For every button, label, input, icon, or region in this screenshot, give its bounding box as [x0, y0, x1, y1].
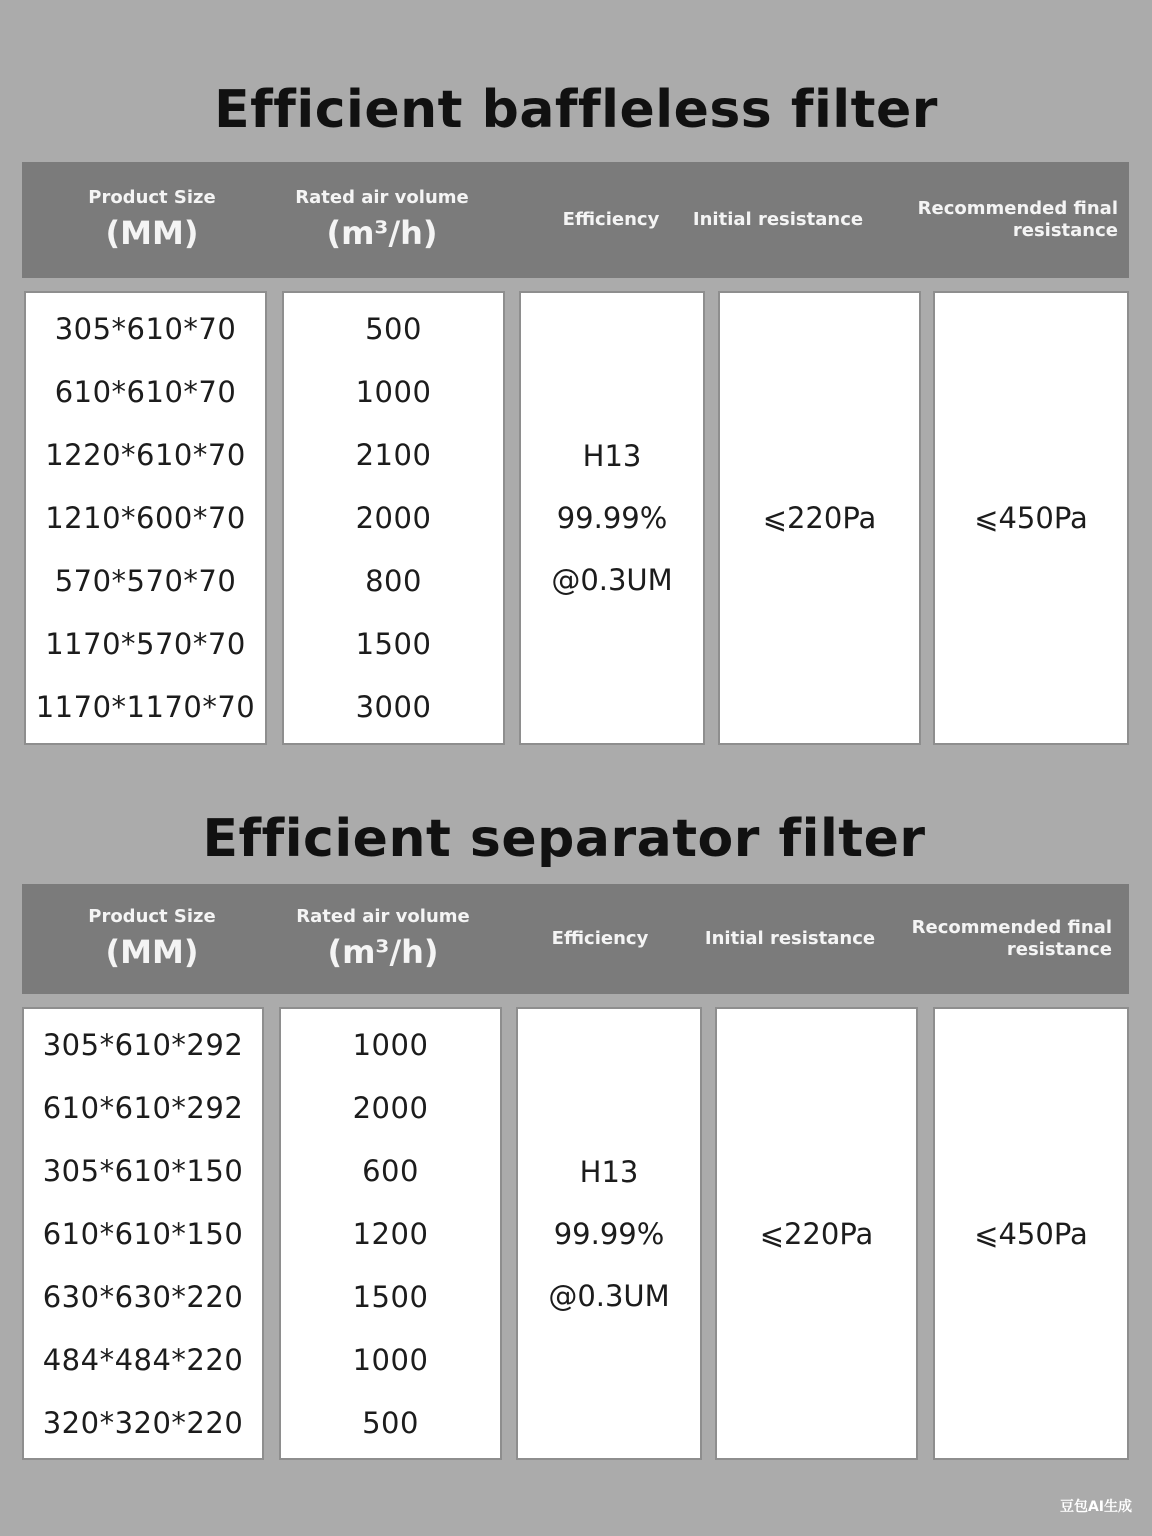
- header-label: Rated air volume: [295, 187, 469, 209]
- table-header: [22, 162, 1129, 278]
- initial-resistance-value: ⩽220Pa: [759, 1216, 874, 1251]
- column-product-size: [22, 1007, 264, 1460]
- size-cell: 305*610*150: [42, 1153, 244, 1188]
- header-efficiency: [520, 162, 702, 278]
- header-unit: (MM): [105, 932, 199, 971]
- size-cell: 1170*1170*70: [35, 690, 256, 725]
- volume-cell: 3000: [355, 690, 432, 725]
- size-cell: 320*320*220: [42, 1405, 244, 1440]
- size-cell: 1210*600*70: [45, 500, 246, 535]
- header-label-line2: resistance: [1012, 220, 1118, 241]
- column-initial-resistance: [718, 291, 921, 745]
- volume-cell: 1000: [352, 1027, 429, 1062]
- header-initial-resistance: [682, 162, 874, 278]
- volume-cell: 1200: [352, 1216, 429, 1251]
- efficiency-percent: 99.99%: [553, 1216, 665, 1251]
- volume-cell: 1000: [355, 374, 432, 409]
- column-efficiency: [519, 291, 705, 745]
- header-label-line2: resistance: [1006, 939, 1112, 960]
- final-resistance-value: ⩽450Pa: [974, 1216, 1088, 1251]
- volume-cell: 2100: [355, 437, 432, 472]
- final-resistance-value: ⩽450Pa: [974, 501, 1088, 535]
- size-cell: 610*610*70: [54, 374, 237, 409]
- table-header: [22, 884, 1129, 994]
- volume-cell: 2000: [352, 1090, 429, 1125]
- column-efficiency: [516, 1007, 702, 1460]
- header-label-line1: Recommended final: [917, 198, 1118, 220]
- efficiency-particle-size: @0.3UM: [548, 1278, 670, 1313]
- volume-cell: 500: [362, 1405, 419, 1440]
- header-product-size: [47, 162, 257, 278]
- table-title: Efficient baffleless filter: [214, 80, 938, 140]
- column-rated-air-volume: [282, 291, 505, 745]
- header-unit: (MM): [105, 213, 199, 252]
- efficiency-grade: H13: [582, 439, 642, 473]
- header-label: Efficiency: [562, 209, 660, 231]
- watermark: 豆包AI生成: [1059, 1499, 1132, 1515]
- size-cell: 570*570*70: [54, 564, 237, 599]
- efficiency-grade: H13: [579, 1154, 639, 1189]
- size-cell: 630*630*220: [42, 1279, 244, 1314]
- efficiency-particle-size: @0.3UM: [551, 563, 673, 597]
- volume-cell: 1000: [352, 1342, 429, 1377]
- column-rated-air-volume: [279, 1007, 502, 1460]
- header-label: Efficiency: [551, 928, 649, 950]
- volume-cell: 2000: [355, 500, 432, 535]
- table-title: Efficient separator filter: [202, 809, 926, 869]
- column-initial-resistance: [715, 1007, 918, 1460]
- header-rated-air-volume: [284, 162, 480, 278]
- volume-cell: 1500: [355, 627, 432, 662]
- column-product-size: [24, 291, 267, 745]
- size-cell: 610*610*292: [42, 1090, 244, 1125]
- size-cell: 610*610*150: [42, 1216, 244, 1251]
- header-label: Product Size: [88, 187, 216, 209]
- header-unit: (m³/h): [327, 932, 439, 971]
- header-product-size: [47, 884, 257, 994]
- size-cell: 305*610*70: [54, 311, 237, 346]
- header-label: Initial resistance: [704, 928, 876, 950]
- size-cell: 1220*610*70: [45, 437, 246, 472]
- size-cell: 305*610*292: [42, 1027, 244, 1062]
- header-recommended-final-resistance: [896, 884, 1112, 994]
- header-label: Product Size: [88, 906, 216, 928]
- initial-resistance-value: ⩽220Pa: [762, 501, 877, 535]
- efficiency-percent: 99.99%: [556, 501, 668, 535]
- header-initial-resistance: [694, 884, 886, 994]
- header-label: Rated air volume: [296, 906, 470, 928]
- header-rated-air-volume: [284, 884, 482, 994]
- header-efficiency: [509, 884, 691, 994]
- header-label: Initial resistance: [692, 209, 864, 231]
- header-recommended-final-resistance: [902, 162, 1118, 278]
- header-label-line1: Recommended final: [911, 917, 1112, 939]
- size-cell: 1170*570*70: [45, 627, 246, 662]
- column-final-resistance: [933, 291, 1129, 745]
- volume-cell: 600: [362, 1153, 419, 1188]
- size-cell: 484*484*220: [42, 1342, 244, 1377]
- column-final-resistance: [933, 1007, 1129, 1460]
- volume-cell: 1500: [352, 1279, 429, 1314]
- header-unit: (m³/h): [326, 213, 438, 252]
- volume-cell: 800: [365, 564, 422, 599]
- volume-cell: 500: [365, 311, 422, 346]
